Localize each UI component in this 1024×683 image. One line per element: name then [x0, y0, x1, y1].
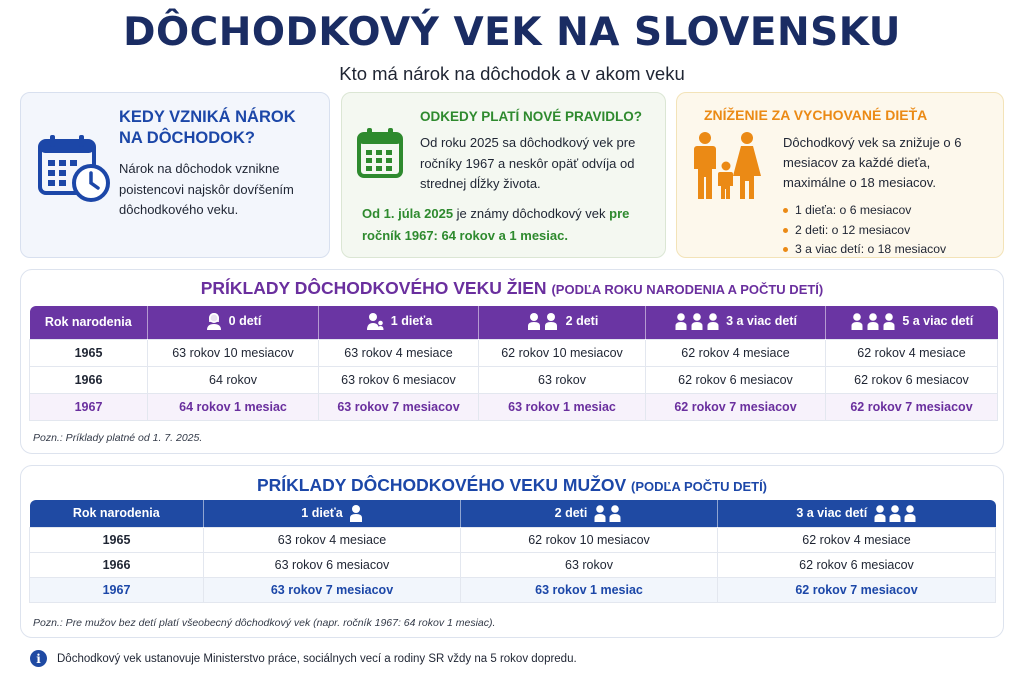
table-cell: 62 rokov 7 mesiacov: [718, 577, 996, 602]
card-entitlement-text: Nárok na dôchodok vznikne poistencovi najskôr dovŕšením dôchodkového veku.: [119, 161, 294, 217]
table-cell: 63 rokov: [461, 552, 718, 577]
column-header: 5 a viac detí: [826, 306, 998, 339]
list-item: 2 deti: o 12 mesiacov: [783, 221, 946, 241]
card-reduction-text: Dôchodkový vek sa znižuje o 6 mesiacov za každé dieťa, maximálne o 18 mesiacov.: [783, 135, 962, 190]
table-row: [30, 552, 996, 577]
men-panel-title: PRÍKLADY DÔCHODKOVÉHO VEKU MUŽOV (PODĽA POČTU DETÍ): [256, 475, 768, 495]
table-cell: 63 rokov 6 mesiacov: [319, 366, 479, 393]
column-header: 3 a viac detí: [646, 306, 826, 339]
list-item: 1 dieťa: o 6 mesiacov: [783, 201, 946, 221]
table-cell: 63 rokov 6 mesiacov: [204, 552, 461, 577]
woman-icon: [205, 312, 223, 330]
table-cell: 62 rokov 7 mesiacov: [826, 393, 998, 420]
card-new-rule-title: ODKEDY PLATÍ NOVÉ PRAVIDLO?: [420, 109, 643, 124]
calendar-icon: [357, 127, 403, 179]
table-cell: 1967: [30, 393, 148, 420]
card-entitlement-title: KEDY VZNIKÁ NÁROK NA DÔCHODOK?: [119, 108, 296, 147]
table-row-highlight: [30, 393, 998, 420]
table-cell: 1965: [30, 527, 204, 552]
table-cell: 63 rokov 7 mesiacov: [204, 577, 461, 602]
many-children-icon: [850, 312, 896, 330]
table-cell: 62 rokov 4 mesiace: [718, 527, 996, 552]
footer: [30, 650, 577, 667]
table-cell: 1966: [30, 552, 204, 577]
table-cell: 62 rokov 4 mesiace: [826, 339, 998, 366]
table-cell: 64 rokov: [148, 366, 319, 393]
table-header-row: [30, 306, 998, 339]
three-children-icon: [873, 504, 917, 522]
column-header: 2 deti: [479, 306, 646, 339]
two-children-icon: [593, 504, 623, 522]
info-icon: i: [30, 650, 47, 667]
table-cell: 63 rokov 1 mesiac: [479, 393, 646, 420]
two-children-icon: [526, 312, 560, 330]
women-panel-title: PRÍKLADY DÔCHODKOVÉHO VEKU ŽIEN (PODĽA ROKU NARODENIA A POČTU DETÍ): [200, 278, 824, 298]
footer-text: Dôchodkový vek ustanovuje Ministerstvo práce, sociálnych vecí a rodiny SR vždy na 5 rokov dopredu.: [57, 652, 577, 665]
table-cell: 63 rokov 7 mesiacov: [319, 393, 479, 420]
table-cell: 62 rokov 4 mesiace: [646, 339, 826, 366]
table-row: [30, 366, 998, 393]
woman-child-icon: [365, 312, 385, 330]
table-cell: 63 rokov: [479, 366, 646, 393]
column-header: Rok narodenia: [30, 306, 148, 339]
table-cell: 63 rokov 4 mesiace: [204, 527, 461, 552]
family-icon: [689, 131, 769, 201]
table-cell: 1965: [30, 339, 148, 366]
list-item: 3 a viac detí: o 18 mesiacov: [783, 240, 946, 260]
table-cell: 63 rokov 1 mesiac: [461, 577, 718, 602]
table-cell: 62 rokov 6 mesiacov: [826, 366, 998, 393]
column-header: 1 dieťa: [319, 306, 479, 339]
column-header: 1 dieťa: [204, 500, 461, 527]
calendar-clock-icon: [37, 133, 111, 203]
column-header: 0 detí: [148, 306, 319, 339]
women-note: Pozn.: Príklady platné od 1. 7. 2025.: [33, 432, 203, 444]
table-header-row: [30, 500, 996, 527]
table-cell: 62 rokov 7 mesiacov: [646, 393, 826, 420]
table-row-highlight: [30, 577, 996, 602]
card-new-rule-highlight: Od 1. júla 2025 je známy dôchodkový vek pre ročník 1967: 64 rokov a 1 mesiac.: [362, 206, 630, 243]
women-table: [29, 306, 998, 421]
table-cell: 62 rokov 6 mesiacov: [646, 366, 826, 393]
card-reduction-title: ZNÍŽENIE ZA VYCHOVANÉ DIEŤA: [704, 107, 928, 123]
three-children-icon: [674, 312, 720, 330]
men-note: Pozn.: Pre mužov bez detí platí všeobecný dôchodkový vek (napr. ročník 1967: 64 rokov 1 mesiac).: [33, 617, 496, 629]
table-row: [30, 527, 996, 552]
child-icon: [349, 504, 363, 522]
card-entitlement: [20, 92, 330, 258]
table-cell: 62 rokov 6 mesiacov: [718, 552, 996, 577]
men-table: [29, 500, 996, 603]
reduction-list: [783, 201, 946, 260]
card-new-rule: [341, 92, 666, 258]
men-panel: [20, 465, 1004, 638]
table-cell: 63 rokov 4 mesiace: [319, 339, 479, 366]
table-cell: 1967: [30, 577, 204, 602]
table-row: [30, 339, 998, 366]
table-cell: 62 rokov 10 mesiacov: [461, 527, 718, 552]
page-title: DÔCHODKOVÝ VEK NA SLOVENSKU: [123, 10, 901, 55]
column-header: Rok narodenia: [30, 500, 204, 527]
column-header: 3 a viac detí: [718, 500, 996, 527]
card-reduction: [676, 92, 1004, 258]
column-header: 2 deti: [461, 500, 718, 527]
women-panel: [20, 269, 1004, 454]
table-cell: 64 rokov 1 mesiac: [148, 393, 319, 420]
card-new-rule-text: Od roku 2025 sa dôchodkový vek pre ročníky 1967 a neskôr opäť odvíja od strednej dĺžky života.: [420, 135, 636, 191]
table-cell: 63 rokov 10 mesiacov: [148, 339, 319, 366]
table-cell: 1966: [30, 366, 148, 393]
page-subtitle: Kto má nárok na dôchodok a v akom veku: [339, 63, 685, 84]
table-cell: 62 rokov 10 mesiacov: [479, 339, 646, 366]
